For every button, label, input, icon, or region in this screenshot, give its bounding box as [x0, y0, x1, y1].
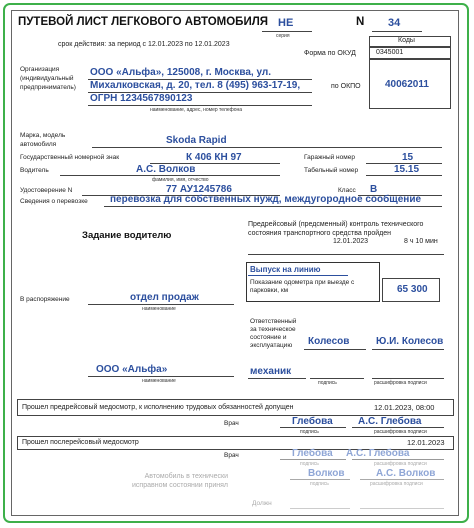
post-doctor-sign: Глебова: [292, 448, 333, 459]
driver-value: А.С. Волков: [136, 164, 196, 175]
post-medical-text: Прошел послерейсовый медосмотр: [22, 439, 139, 446]
garage-value: 15: [402, 152, 414, 163]
transport-underline: [104, 206, 442, 207]
vehicle-check-extra-line-1: [290, 508, 350, 509]
okpo-label: по ОКПО: [331, 83, 361, 90]
tab-number-label: Табельный номер: [304, 167, 359, 174]
tab-number-underline: [366, 175, 442, 176]
org-task-caption: наименование: [142, 378, 176, 384]
task-title: Задание водителю: [82, 230, 172, 241]
vehicle-check-sign-caption: подпись: [310, 481, 329, 487]
odometer-label: Показание одометра при выезде с парковки, км: [250, 279, 355, 294]
okud-label: Форма по ОКУД: [304, 50, 356, 57]
post-doctor-label: Врач: [224, 452, 239, 459]
responsible-decode-line-2: [372, 378, 444, 379]
pre-medical-text: Прошел предрейсовый медосмотр, к исполнению трудовых обязанностей допущен: [22, 404, 294, 411]
responsible-sign-line: [304, 349, 366, 350]
license-value: 77 АУ1245786: [166, 184, 232, 195]
vehicle-check-position-label: Должн: [252, 500, 272, 507]
vehicle-check-text: Автомобиль в технически исправном состоянии принял: [132, 473, 228, 489]
number-underline: [372, 31, 422, 32]
organization-caption: наименование, адрес, номер телефона: [150, 107, 243, 113]
brand-value: Skoda Rapid: [166, 135, 227, 146]
org-task-value: ООО «Альфа»: [96, 364, 168, 375]
pre-medical-datetime: 12.01.2023, 08:00: [374, 403, 435, 412]
org-line-2: [88, 92, 312, 93]
vehicle-check-decode-line: [360, 479, 444, 480]
okud-value: 0345001: [376, 49, 404, 56]
series-underline: [262, 31, 312, 32]
responsible-decode-line: [372, 349, 444, 350]
validity-period: срок действия: за период с 12.01.2023 по 12.01.2023: [58, 41, 230, 48]
series-caption: серия: [276, 33, 290, 39]
number-value: 34: [388, 17, 401, 29]
series-value: НЕ: [278, 17, 294, 29]
pre-doctor-sign-line: [280, 427, 346, 428]
responsible-label: Ответственный за техническое состояние и эксплуатацию: [250, 318, 297, 349]
post-medical-date: 12.01.2023: [407, 438, 445, 447]
responsible-decode: Ю.И. Колесов: [376, 336, 444, 347]
brand-underline: [92, 147, 442, 148]
driver-underline: [60, 175, 280, 176]
organization-value: ООО «Альфа», 125008, г. Москва, ул. Михалковская, д. 20, тел. 8 (495) 963-17-19, ОГРН 1234567890123: [90, 67, 301, 104]
disposal-value: отдел продаж: [130, 292, 199, 303]
position-underline: [248, 378, 306, 379]
transport-value: перевозка для собственных нужд, междугородное сообщение: [110, 194, 422, 205]
class-label: Класс: [338, 187, 356, 194]
post-decode-caption: расшифровка подписи: [374, 461, 427, 467]
pre-doctor-name: А.С. Глебова: [358, 416, 422, 427]
brand-label: Марка, модель автомобиля: [20, 132, 66, 148]
control-text: Предрейсовый (предсменный) контроль технического состояния транспортного средства пройден: [248, 221, 424, 237]
okpo-value: 40062011: [385, 79, 429, 90]
org-line-3: [88, 105, 312, 106]
class-value: В: [370, 184, 378, 195]
control-time: 8 ч 10 мин: [404, 238, 438, 245]
transport-label: Сведения о перевозке: [20, 198, 88, 205]
pre-doctor-decode-line: [352, 427, 444, 428]
responsible-sign-line-2: [310, 378, 364, 379]
post-sign-caption: подпись: [300, 461, 319, 467]
pre-doctor-label: Врач: [224, 420, 239, 427]
plate-value: К 406 КН 97: [186, 152, 242, 163]
responsible-sign-caption: подпись: [318, 380, 337, 386]
garage-label: Гаражный номер: [304, 154, 355, 161]
responsible-decode-caption: расшифровка подписи: [374, 380, 427, 386]
control-underline: [248, 254, 444, 255]
organization-label: Организация (индивидуальный предприниматель): [20, 66, 76, 91]
pre-doctor-sign: Глебова: [292, 416, 333, 427]
org-line-1: [88, 79, 312, 80]
responsible-name: Колесов: [308, 336, 350, 347]
control-date: 12.01.2023: [333, 238, 369, 245]
post-doctor-name: А.С. Глебова: [346, 448, 410, 459]
post-doctor-decode-line: [352, 459, 444, 460]
release-title-underline: [248, 275, 348, 276]
form-title: ПУТЕВОЙ ЛИСТ ЛЕГКОВОГО АВТОМОБИЛЯ: [18, 16, 269, 28]
driver-caption: фамилия, имя, отчество: [152, 177, 209, 183]
pre-decode-caption: расшифровка подписи: [374, 429, 427, 435]
org-task-underline: [88, 376, 234, 377]
disposal-underline: [88, 304, 234, 305]
plate-label: Государственный номерной знак: [20, 154, 120, 161]
tab-number-value: 15.15: [394, 164, 420, 175]
n-label: N: [356, 16, 365, 28]
odometer-value: 65 300: [397, 284, 428, 295]
disposal-caption: наименование: [142, 306, 176, 312]
vehicle-check-extra-line-2: [360, 508, 444, 509]
vehicle-check-name: А.С. Волков: [376, 468, 436, 479]
responsible-position: механик: [250, 366, 292, 377]
driver-label: Водитель: [20, 167, 49, 174]
vehicle-check-decode-caption: расшифровка подписи: [370, 481, 423, 487]
vehicle-check-sign: Волков: [308, 468, 345, 479]
license-label: Удостоверение N: [20, 187, 73, 194]
disposal-label: В распоряжение: [20, 296, 70, 303]
vehicle-check-sign-line: [290, 479, 350, 480]
codes-title: Коды: [398, 37, 415, 44]
pre-sign-caption: подпись: [300, 429, 319, 435]
post-doctor-sign-line: [280, 459, 346, 460]
release-title: Выпуск на линию: [250, 265, 321, 274]
